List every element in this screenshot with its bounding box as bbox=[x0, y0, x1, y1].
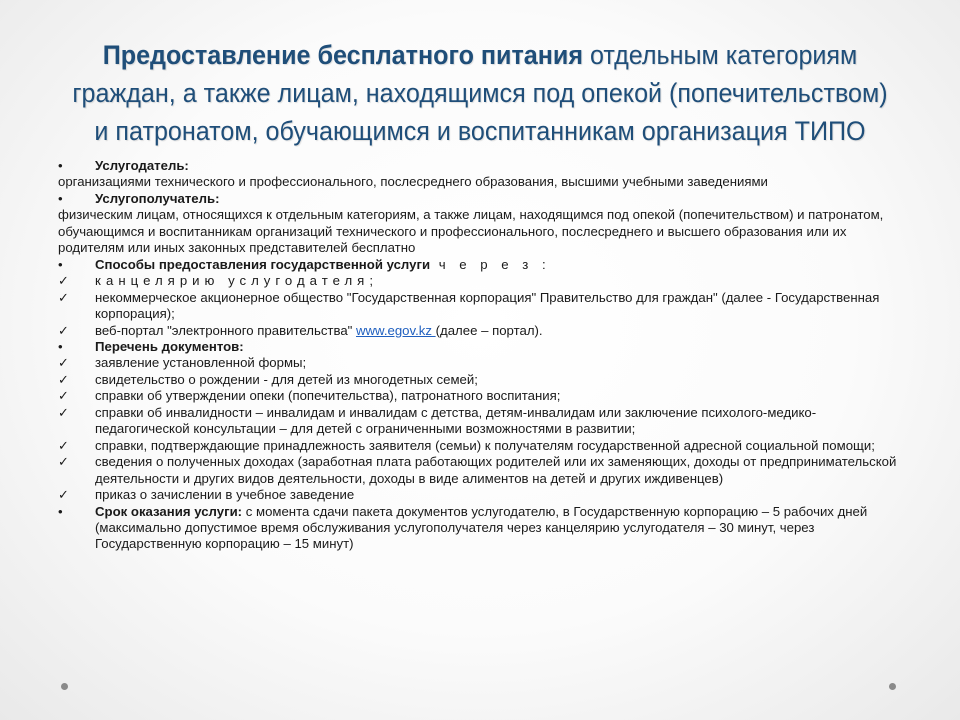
check-marker: ✓ bbox=[58, 289, 70, 305]
check-marker: ✓ bbox=[58, 371, 70, 387]
doc-item bbox=[58, 487, 908, 503]
bullet-marker: • bbox=[58, 256, 63, 272]
doc-1: заявление установленной формы; bbox=[95, 355, 307, 371]
bullet-marker: • bbox=[58, 158, 63, 173]
term-text-block bbox=[58, 504, 908, 553]
method-3-prefix: веб-портал "электронного правительства" bbox=[95, 322, 356, 338]
method-item bbox=[58, 323, 908, 339]
check-marker: ✓ bbox=[58, 273, 70, 289]
methods-heading-text bbox=[58, 257, 908, 273]
provider-text: организациями технического и профессионального, послесреднего образования, высшими учебными заведениями bbox=[58, 174, 768, 190]
doc-4: справки об инвалидности – инвалидам и инвалидам с детства, детям-инвалидам или заключение психолого-медико-педагогической консультации – для детей с ограниченными возможностями в развитии; bbox=[95, 404, 817, 437]
title-bold: Предоставление бесплатного питания bbox=[102, 40, 584, 70]
doc-item bbox=[58, 454, 908, 487]
doc-3: справки об утверждении опеки (попечительства), патронатного воспитания; bbox=[95, 388, 561, 404]
methods-suffix: ч е р е з : bbox=[430, 256, 551, 272]
recipient-heading-row bbox=[58, 191, 908, 207]
check-marker: ✓ bbox=[58, 404, 70, 420]
right-corner-dot bbox=[889, 683, 896, 690]
docs-heading-row bbox=[58, 339, 908, 355]
check-marker: ✓ bbox=[58, 437, 70, 453]
methods-heading: Способы предоставления государственной услуги bbox=[95, 256, 431, 272]
recipient-text: физическим лицам, относящихся к отдельным категориям, а также лицам, находящимся под опекой (попечительством) и патронатом, обучающимся и воспитанникам организаций технического и профессионального, послесреднего и высшего образования или их родителям или иных законных представителей бесплатно bbox=[58, 207, 884, 256]
term-text: с момента сдачи пакета документов услугодателю, в Государственную корпорацию – 5 рабочих дней (максимально допустимое время обслуживания услугополучателя через канцелярию услугодателя – 30 минут, через Государственную корпорацию – 15 минут) bbox=[95, 503, 868, 552]
term-row bbox=[58, 504, 908, 553]
slide-title bbox=[71, 36, 889, 150]
bullet-marker: • bbox=[58, 190, 63, 206]
provider-heading-row bbox=[58, 158, 908, 174]
doc-item bbox=[58, 405, 908, 438]
title-line-3: и патронатом, обучающимся и воспитанникам организация ТИПО bbox=[94, 116, 866, 146]
title-line-2: граждан, а также лицам, находящимся под опекой (попечительством) bbox=[72, 78, 888, 108]
provider-text-row bbox=[58, 174, 908, 190]
bullet-marker: • bbox=[58, 338, 63, 354]
title-rest: отдельным категориям bbox=[583, 40, 858, 70]
bullet-marker: • bbox=[58, 503, 63, 519]
check-marker: ✓ bbox=[58, 487, 70, 503]
check-marker: ✓ bbox=[58, 388, 70, 404]
method-1: канцелярию услугодателя; bbox=[95, 273, 378, 289]
doc-7: приказ о зачислении в учебное заведение bbox=[95, 487, 355, 503]
check-marker: ✓ bbox=[58, 322, 70, 338]
doc-5: справки, подтверждающие принадлежность заявителя (семьи) к получателям государственной адресной социальной помощи; bbox=[95, 437, 875, 453]
doc-item bbox=[58, 388, 908, 404]
doc-item bbox=[58, 438, 908, 454]
check-marker: ✓ bbox=[58, 454, 70, 470]
docs-heading: Перечень документов: bbox=[95, 338, 244, 354]
method-item bbox=[58, 290, 908, 323]
doc-item bbox=[58, 355, 908, 371]
method-item bbox=[58, 273, 908, 289]
left-corner-dot bbox=[61, 683, 68, 690]
recipient-text-row bbox=[58, 207, 908, 256]
slide-body bbox=[58, 158, 908, 553]
method-3-suffix: (далее – портал). bbox=[435, 322, 543, 338]
provider-heading: Услугодатель: bbox=[95, 158, 189, 173]
doc-item bbox=[58, 372, 908, 388]
title-line-1 bbox=[71, 36, 889, 74]
method-2: некоммерческое акционерное общество "Государственная корпорация" Правительство для граждан" (далее - Государственная корпорация); bbox=[95, 289, 880, 322]
egov-link[interactable]: www.egov.kz bbox=[356, 322, 436, 338]
term-heading: Срок оказания услуги: bbox=[95, 503, 243, 519]
doc-2: свидетельство о рождении - для детей из многодетных семей; bbox=[95, 371, 478, 387]
recipient-heading: Услугополучатель: bbox=[95, 190, 220, 206]
method-3 bbox=[58, 323, 908, 339]
doc-6: сведения о полученных доходах (заработная плата работающих родителей или их заменяющих, доходы от предпринимательской деятельности и других видов деятельности, доходы в виде алиментов на детей и других иждивенцев) bbox=[95, 454, 897, 486]
check-marker: ✓ bbox=[58, 355, 70, 371]
methods-heading-row bbox=[58, 257, 908, 273]
